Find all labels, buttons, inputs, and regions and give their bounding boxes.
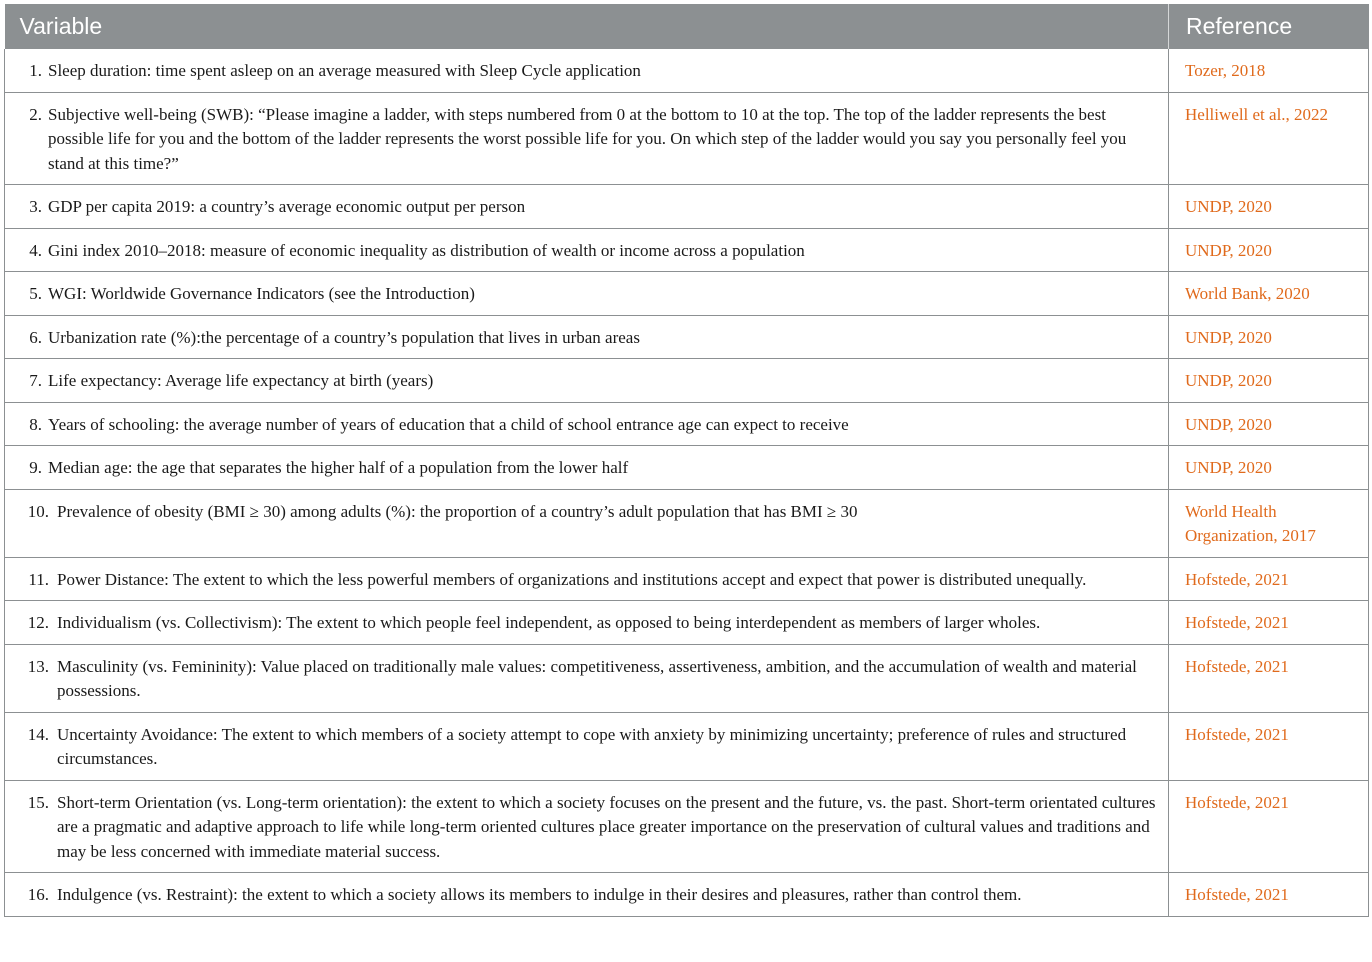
table-row xyxy=(5,359,1369,403)
variable-number: 3. xyxy=(29,197,42,216)
variable-cell xyxy=(5,712,1169,780)
variable-description: Individualism (vs. Collectivism): The extent to which people feel independent, as opposed to being interdependent as members of larger wholes. xyxy=(57,613,1041,632)
variable-description: Subjective well-being (SWB): “Please imagine a ladder, with steps numbered from 0 at the bottom to 10 at the top. The top of the ladder represents the best possible life for you and the bottom of the ladder represents the worst possible life for you. On which step of the ladder would you say you personally feel you stand at this time?” xyxy=(48,104,1127,173)
variable-cell xyxy=(5,315,1169,359)
table-row xyxy=(5,315,1369,359)
reference-link[interactable]: World Bank, 2020 xyxy=(1169,272,1369,316)
header-reference: Reference xyxy=(1169,4,1369,49)
table-row xyxy=(5,489,1369,557)
variable-cell xyxy=(5,402,1169,446)
variable-cell xyxy=(5,873,1169,917)
variable-item xyxy=(5,369,1156,394)
variable-description: Uncertainty Avoidance: The extent to which members of a society attempt to cope with anxiety by minimizing uncertainty; preference of rules and structured circumstances. xyxy=(57,724,1127,768)
variable-number: 11. xyxy=(28,569,49,589)
reference-link[interactable]: Hofstede, 2021 xyxy=(1169,557,1369,601)
table-row xyxy=(5,49,1369,92)
variable-item xyxy=(5,611,1156,636)
reference-link[interactable]: UNDP, 2020 xyxy=(1169,446,1369,490)
variable-number: 1. xyxy=(29,61,42,80)
variable-number: 14. xyxy=(27,724,49,744)
variable-number: 12. xyxy=(27,613,49,632)
reference-link[interactable]: Helliwell et al., 2022 xyxy=(1169,92,1369,185)
variable-cell xyxy=(5,228,1169,272)
variable-cell xyxy=(5,272,1169,316)
variable-number: 10. xyxy=(27,501,49,521)
variable-number: 7. xyxy=(29,371,42,390)
variable-description: Life expectancy: Average life expectancy at birth (years) xyxy=(48,371,434,390)
table-row xyxy=(5,644,1369,712)
table-row xyxy=(5,557,1369,601)
variable-number: 13. xyxy=(27,656,49,676)
variable-number: 6. xyxy=(29,327,42,347)
reference-link[interactable]: Hofstede, 2021 xyxy=(1169,780,1369,873)
variable-cell xyxy=(5,446,1169,490)
table-row xyxy=(5,601,1369,645)
variable-item xyxy=(5,103,1156,177)
variable-description: Power Distance: The extent to which the less powerful members of organizations and institutions accept and expect that power is distributed unequally. xyxy=(57,569,1087,589)
variable-cell xyxy=(5,644,1169,712)
variable-description: Years of schooling: the average number of years of education that a child of school entrance age can expect to receive xyxy=(48,414,849,434)
reference-link[interactable]: Hofstede, 2021 xyxy=(1169,644,1369,712)
variable-item xyxy=(5,326,1156,351)
table-row xyxy=(5,92,1369,185)
variable-item xyxy=(5,413,1156,438)
reference-link[interactable]: UNDP, 2020 xyxy=(1169,228,1369,272)
table-row xyxy=(5,780,1369,873)
variable-item xyxy=(5,500,1156,525)
variable-item xyxy=(5,195,1156,220)
table-row xyxy=(5,446,1369,490)
table-row xyxy=(5,402,1369,446)
variable-description: Median age: the age that separates the higher half of a population from the lower half xyxy=(48,458,629,477)
variable-description: GDP per capita 2019: a country’s average economic output per person xyxy=(48,197,526,216)
variable-item xyxy=(5,282,1156,307)
header-variable: Variable xyxy=(5,4,1169,49)
reference-link[interactable]: Hofstede, 2021 xyxy=(1169,712,1369,780)
reference-link[interactable]: UNDP, 2020 xyxy=(1169,315,1369,359)
variable-item xyxy=(5,883,1156,908)
variable-cell xyxy=(5,359,1169,403)
variable-description: Sleep duration: time spent asleep on an average measured with Sleep Cycle application xyxy=(48,61,641,80)
reference-link[interactable]: UNDP, 2020 xyxy=(1169,402,1369,446)
variables-table xyxy=(4,4,1369,917)
variable-item xyxy=(5,59,1156,84)
variable-item xyxy=(5,456,1156,481)
variable-number: 15. xyxy=(27,792,49,812)
variable-item xyxy=(5,655,1156,704)
variable-number: 5. xyxy=(29,284,42,303)
variable-number: 16. xyxy=(27,885,49,904)
variable-cell xyxy=(5,92,1169,185)
variable-cell xyxy=(5,601,1169,645)
reference-link[interactable]: UNDP, 2020 xyxy=(1169,185,1369,229)
variable-number: 4. xyxy=(29,240,42,260)
variable-cell xyxy=(5,49,1169,92)
reference-link[interactable]: World Health Organization, 2017 xyxy=(1169,489,1369,557)
variable-description: Urbanization rate (%):the percentage of a country’s population that lives in urban areas xyxy=(48,327,640,347)
variable-description: Masculinity (vs. Femininity): Value placed on traditionally male values: competitiveness, assertiveness, ambition, and the accumulation of wealth and material possessions. xyxy=(57,656,1137,700)
variable-description: Gini index 2010–2018: measure of economic inequality as distribution of wealth or income across a population xyxy=(48,240,805,260)
variable-description: Short-term Orientation (vs. Long-term orientation): the extent to which a society focuses on the present and the future, vs. the past. Short-term orientated cultures are a pragmatic and adaptive approach to life while long-term oriented cultures place greater importance on the preservation of cultural values and traditions and may be less concerned with immediate material success. xyxy=(57,792,1156,861)
table-row xyxy=(5,185,1369,229)
variable-cell xyxy=(5,780,1169,873)
reference-link[interactable]: UNDP, 2020 xyxy=(1169,359,1369,403)
variable-description: Indulgence (vs. Restraint): the extent to which a society allows its members to indulge in their desires and pleasures, rather than control them. xyxy=(57,885,1022,904)
table-row xyxy=(5,712,1369,780)
variable-number: 2. xyxy=(29,104,42,124)
reference-link[interactable]: Tozer, 2018 xyxy=(1169,49,1369,92)
reference-link[interactable]: Hofstede, 2021 xyxy=(1169,601,1369,645)
variable-cell xyxy=(5,557,1169,601)
table-row xyxy=(5,228,1369,272)
table-row xyxy=(5,272,1369,316)
variable-item xyxy=(5,723,1156,772)
table-header-row xyxy=(5,4,1369,49)
variable-item xyxy=(5,791,1156,865)
variable-cell xyxy=(5,185,1169,229)
variable-description: Prevalence of obesity (BMI ≥ 30) among adults (%): the proportion of a country’s adult population that has BMI ≥ 30 xyxy=(57,501,858,521)
variable-cell xyxy=(5,489,1169,557)
variable-item xyxy=(5,568,1156,593)
reference-link[interactable]: Hofstede, 2021 xyxy=(1169,873,1369,917)
variable-number: 8. xyxy=(29,414,42,434)
table-row xyxy=(5,873,1369,917)
variable-number: 9. xyxy=(29,458,42,477)
variable-item xyxy=(5,239,1156,264)
variable-description: WGI: Worldwide Governance Indicators (see the Introduction) xyxy=(48,284,475,303)
